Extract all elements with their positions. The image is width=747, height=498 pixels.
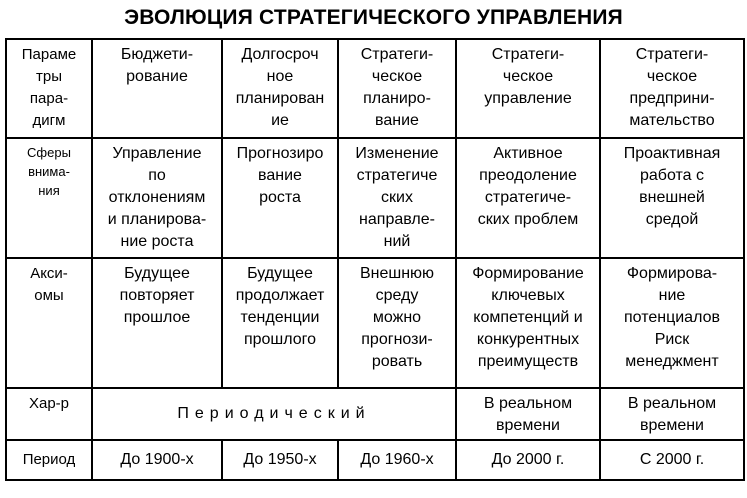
period-row [6,440,744,480]
axioms-cell: Формирова- ние потенциалов Риск менеджмент [600,258,744,388]
period-cell: С 2000 г. [600,440,744,480]
axioms-cell: Будущее повторяет прошлое [92,258,222,388]
header-cell-strategic-planning: Стратеги- ческое планиро- вание [338,39,456,138]
header-cell-strategic-entrepreneurship: Стратеги- ческое предприни- мательство [600,39,744,138]
header-row [6,39,744,138]
axioms-cell: Формирование ключевых компетенций и конкурентных преимуществ [456,258,600,388]
focus-cell: Прогнозиро вание роста [222,138,338,258]
focus-label: Сферы внима- ния [6,138,92,258]
realtime-cell: В реальном времени [600,388,744,440]
period-cell: До 2000 г. [456,440,600,480]
axioms-label: Акси- омы [6,258,92,388]
header-cell-parameters: Параме тры пара- дигм [6,39,92,138]
focus-cell: Изменение стратегиче ских направле- ний [338,138,456,258]
evolution-table [5,38,745,481]
period-cell: До 1900-х [92,440,222,480]
period-cell: До 1950-х [222,440,338,480]
character-row [6,388,744,440]
character-label: Хар-р [6,388,92,440]
period-cell: До 1960-х [338,440,456,480]
axioms-cell: Будущее продолжает тенденции прошлого [222,258,338,388]
axioms-cell: Внешнюю среду можно прогнози- ровать [338,258,456,388]
header-cell-long-term-planning: Долгосроч ное планирован ие [222,39,338,138]
axioms-row [6,258,744,388]
realtime-cell: В реальном времени [456,388,600,440]
period-label: Период [6,440,92,480]
focus-cell: Проактивная работа с внешней средой [600,138,744,258]
focus-cell: Активное преодоление стратегиче- ских проблем [456,138,600,258]
periodic-cell: Периодический [92,388,456,440]
header-cell-budgeting: Бюджети- рование [92,39,222,138]
focus-row [6,138,744,258]
page-title: ЭВОЛЮЦИЯ СТРАТЕГИЧЕСКОГО УПРАВЛЕНИЯ [124,6,623,29]
header-cell-strategic-management: Стратеги- ческое управление [456,39,600,138]
focus-cell: Управление по отклонениям и планирова- ние роста [92,138,222,258]
